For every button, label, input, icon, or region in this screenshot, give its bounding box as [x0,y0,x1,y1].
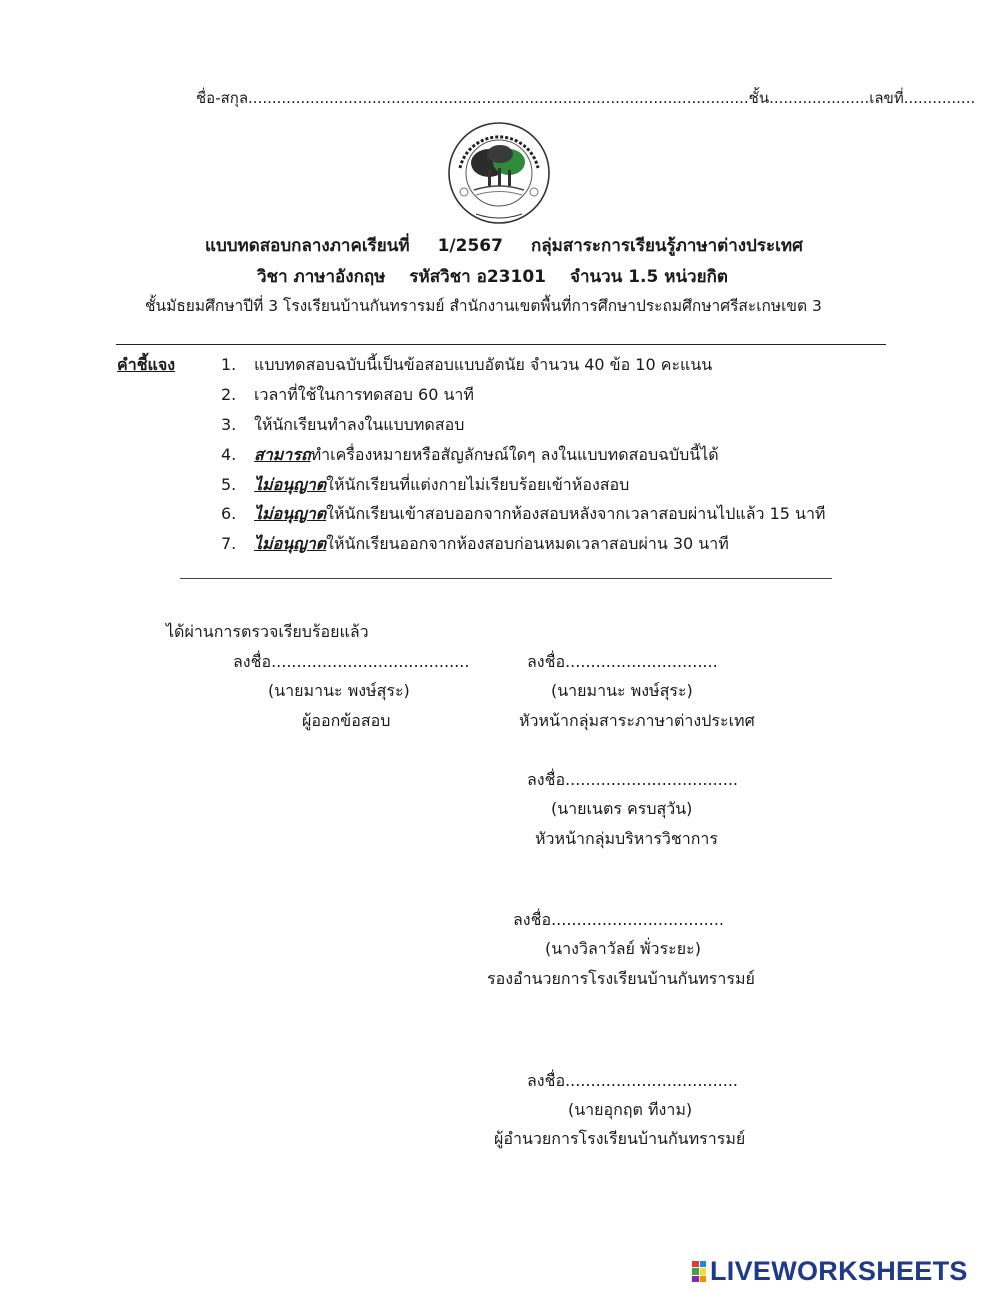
subject-credit: จำนวน 1.5 หน่วยกิต [569,267,728,287]
instruction-item: 7. ไม่อนุญาตให้นักเรียนออกจากห้องสอบก่อนหมดเวลาสอบผ่าน 30 นาที [221,534,729,553]
subject-code: รหัสวิชา อ23101 [409,267,546,287]
instruction-item: 1. แบบทดสอบฉบับนี้เป็นข้อสอบแบบอัตนัย จำนวน 40 ข้อ 10 คะแนน [221,355,713,374]
instruction-item: 5. ไม่อนุญาตให้นักเรียนที่แต่งกายไม่เรียบร้อยเข้าห้องสอบ [221,475,630,494]
liveworksheets-logo [692,1256,968,1287]
signature-line-director: ลงชื่อ.................................. [527,1071,739,1090]
subject-line [257,263,752,290]
signature-line-academic-head: ลงชื่อ.................................. [527,770,739,789]
instruction-item: 4. สามารถทำเครื่องหมายหรือสัญลักษณ์ใดๆ ลงในแบบทดสอบฉบับนี้ได้ [221,445,719,464]
signer-name-academic-head: (นายเนตร ครบสุวัน) [551,799,693,818]
signer-role-director: ผู้อำนวยการโรงเรียนบ้านกันทรารมย์ [494,1129,746,1148]
signature-line-dept-head: ลงชื่อ.............................. [527,652,718,671]
signature-line-author: ลงชื่อ....................................... [233,652,470,671]
instruction-item: 3. ให้นักเรียนทำลงในแบบทดสอบ [221,415,465,434]
school-line: ชั้นมัธยมศึกษาปีที่ 3 โรงเรียนบ้านกันทรารมย์ สำนักงานเขตพื้นที่การศึกษาประถมศึกษาศรีสะเกษเขต 3 [145,297,822,315]
signer-name-director: (นายอุกฤต ทีงาม) [568,1100,693,1119]
exam-name: แบบทดสอบกลางภาคเรียนที่ [205,236,410,256]
signer-role-author: ผู้ออกข้อสอบ [302,711,391,730]
instruction-item: 6. ไม่อนุญาตให้นักเรียนเข้าสอบออกจากห้องสอบหลังจากเวลาสอบผ่านไปแล้ว 15 นาที [221,504,826,523]
subject-name: วิชา ภาษาอังกฤษ [257,267,386,287]
signer-role-dept-head: หัวหน้ากลุ่มสาระภาษาต่างประเทศ [519,711,755,730]
signature-line-deputy: ลงชื่อ.................................. [513,910,725,929]
signer-name-dept-head: (นายมานะ พงษ์สุระ) [551,681,693,700]
subject-group: กลุ่มสาระการเรียนรู้ภาษาต่างประเทศ [530,236,803,256]
exam-title [205,232,803,259]
instruction-item: 2. เวลาที่ใช้ในการทดสอบ 60 นาที [221,385,474,404]
checked-statement: ได้ผ่านการตรวจเรียบร้อยแล้ว [166,622,369,641]
student-name-field: ชื่อ-สกุล.........................................................................................................ชั้น.....................เลขที่............... [196,89,976,107]
instructions-divider [180,578,832,579]
signer-name-deputy: (นางวิลาวัลย์ พั่วระยะ) [545,939,701,958]
exam-term: 1/2567 [437,236,503,256]
signer-name-author: (นายมานะ พงษ์สุระ) [268,681,410,700]
signer-role-academic-head: หัวหน้ากลุ่มบริหารวิชาการ [535,829,719,848]
liveworksheets-badge-icon [692,1261,706,1283]
school-emblem-icon [446,118,552,228]
header-divider [116,344,886,345]
liveworksheets-brand: LIVEWORKSHEETS [710,1256,968,1286]
signer-role-deputy: รองอำนวยการโรงเรียนบ้านกันทรารมย์ [487,969,755,988]
instructions-label: คำชี้แจง [117,355,176,374]
